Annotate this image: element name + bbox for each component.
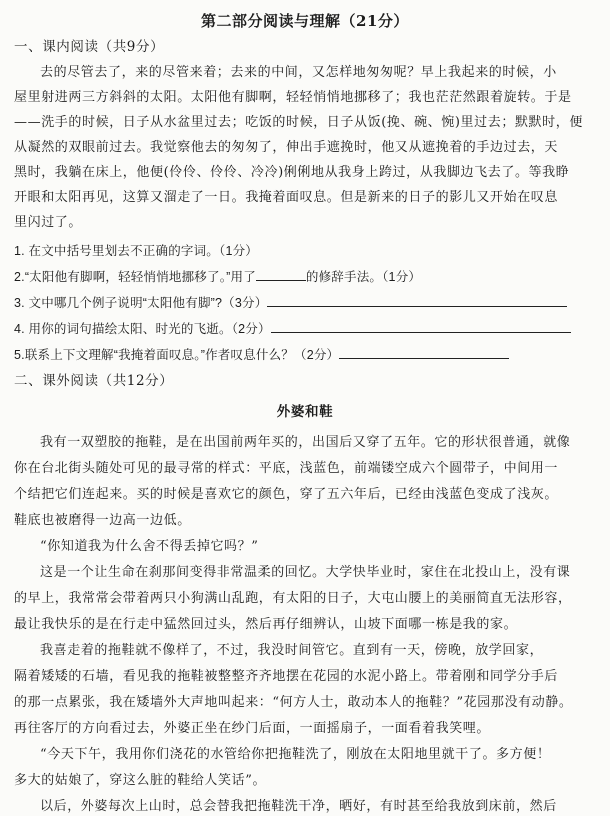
passage-line: 里闪过了。	[14, 215, 83, 230]
story-line: 再往客厅的方向看过去，外婆正坐在纱门后面，一面摇扇子，一面看着我笑哩。	[14, 721, 491, 736]
question-text: 2.“太阳他有脚啊，轻轻悄悄地挪移了。”用了	[14, 270, 256, 284]
story-line: 的那一点累张，我在矮墙外大声地叫起来：“何方人士，敢动本人的拖鞋？”花园那没有动静。	[14, 695, 573, 710]
story-line: 我有一双塑胶的拖鞋，是在出国前两年买的，出国后又穿了五年。它的形状很普通，就像	[40, 435, 571, 450]
story-line: 个结把它们连起来。买的时候是喜欢它的颜色，穿了五六年后，已经由浅蓝色变成了浅灰。	[14, 487, 559, 502]
story-line: 鞋底也被磨得一边高一边低。	[14, 513, 191, 528]
story-line: 多大的姑娘了，穿这么脏的鞋给人笑话”。	[14, 773, 267, 788]
section-heading-in-class-reading: 一、课内阅读（共9分）	[14, 39, 165, 55]
question-3	[14, 294, 596, 312]
question-text: 5.联系上下文理解“我掩着面叹息。”作者叹息什么？（2分）	[14, 348, 340, 362]
question-text: 3. 文中哪几个例子说明“太阳他有脚”?（3分）	[14, 296, 268, 310]
passage-line: 屋里射进两三方斜斜的太阳。太阳他有脚啊，轻轻悄悄地挪移了；我也茫茫然跟着旋转。于是	[14, 90, 572, 105]
story-line: 最让我快乐的是在行走中猛然回过头，然后再仔细辨认，山坡下面哪一栋是我的家。	[14, 617, 518, 632]
story-title: 外婆和鞋	[276, 404, 334, 420]
story-line: 这是一个让生命在刹那间变得非常温柔的回忆。大学快毕业时，家住在北投山上，没有课	[40, 565, 571, 580]
question-2	[14, 268, 596, 286]
story-line: 以后，外婆每次上山时，总会替我把拖鞋洗干净，晒好，有时甚至给我放到床前，然后	[40, 799, 557, 814]
story-line: 我喜走着的拖鞋就不像样了，不过，我没时间管它。直到有一天，傍晚，放学回家，	[40, 643, 544, 658]
page-title: 第二部分阅读与理解（21分）	[201, 12, 409, 30]
answer-blank[interactable]	[339, 346, 509, 359]
question-text: 1. 在文中括号里划去不正确的字词。（1分）	[14, 244, 259, 258]
story-line: 的早上，我常常会带着两只小狗满山乱跑，有太阳的日子，大屯山腰上的美丽简直无法形容，	[14, 591, 572, 606]
passage-line: 从凝然的双眼前过去。我觉察他去的匆匆了，伸出手遮挽时，他又从遮挽着的手边过去，天	[14, 140, 559, 155]
section-heading-extracurricular-reading: 二、课外阅读（共12分）	[14, 373, 174, 389]
passage-line: 黑时，我躺在床上，他便(伶伶、伶伶、冷冷)俐俐地从我身上跨过，从我脚边飞去了。等我睁	[14, 165, 570, 180]
question-1	[14, 242, 596, 260]
answer-blank[interactable]	[267, 294, 567, 307]
answer-blank[interactable]	[256, 268, 306, 281]
answer-blank[interactable]	[271, 320, 571, 333]
passage-line: 去的尽管去了，来的尽管来着；去来的中间，又怎样地匆匆呢？早上我起来的时候，小	[40, 65, 557, 80]
story-line: 你在台北街头随处可见的最寻常的样式：平底，浅蓝色，前端镂空成六个圆带子，中间用一	[14, 461, 559, 476]
question-text: 4. 用你的词句描绘太阳、时光的飞逝。（2分）	[14, 322, 271, 336]
passage-line: 开眼和太阳再见，这算又溜走了一日。我掩着面叹息。但是新来的日子的影儿又开始在叹息	[14, 190, 559, 205]
story-line: “你知道我为什么舍不得丢掉它吗？”	[40, 539, 259, 554]
story-line: “今天下午，我用你们浇花的水管给你把拖鞋洗了，刚放在太阳地里就干了。多方便！	[40, 747, 551, 762]
question-5	[14, 346, 596, 364]
question-text-suffix: 的修辞手法。（1分）	[305, 270, 422, 284]
passage-line: ——洗手的时候，日子从水盆里过去；吃饭的时候，日子从饭(挽、碗、惋)里过去；默默时，便	[14, 115, 583, 130]
question-4	[14, 320, 596, 338]
story-line: 隔着矮矮的石墙，看见我的拖鞋被整整齐齐地摆在花园的水泥小路上。带着刚和同学分手后	[14, 669, 559, 684]
